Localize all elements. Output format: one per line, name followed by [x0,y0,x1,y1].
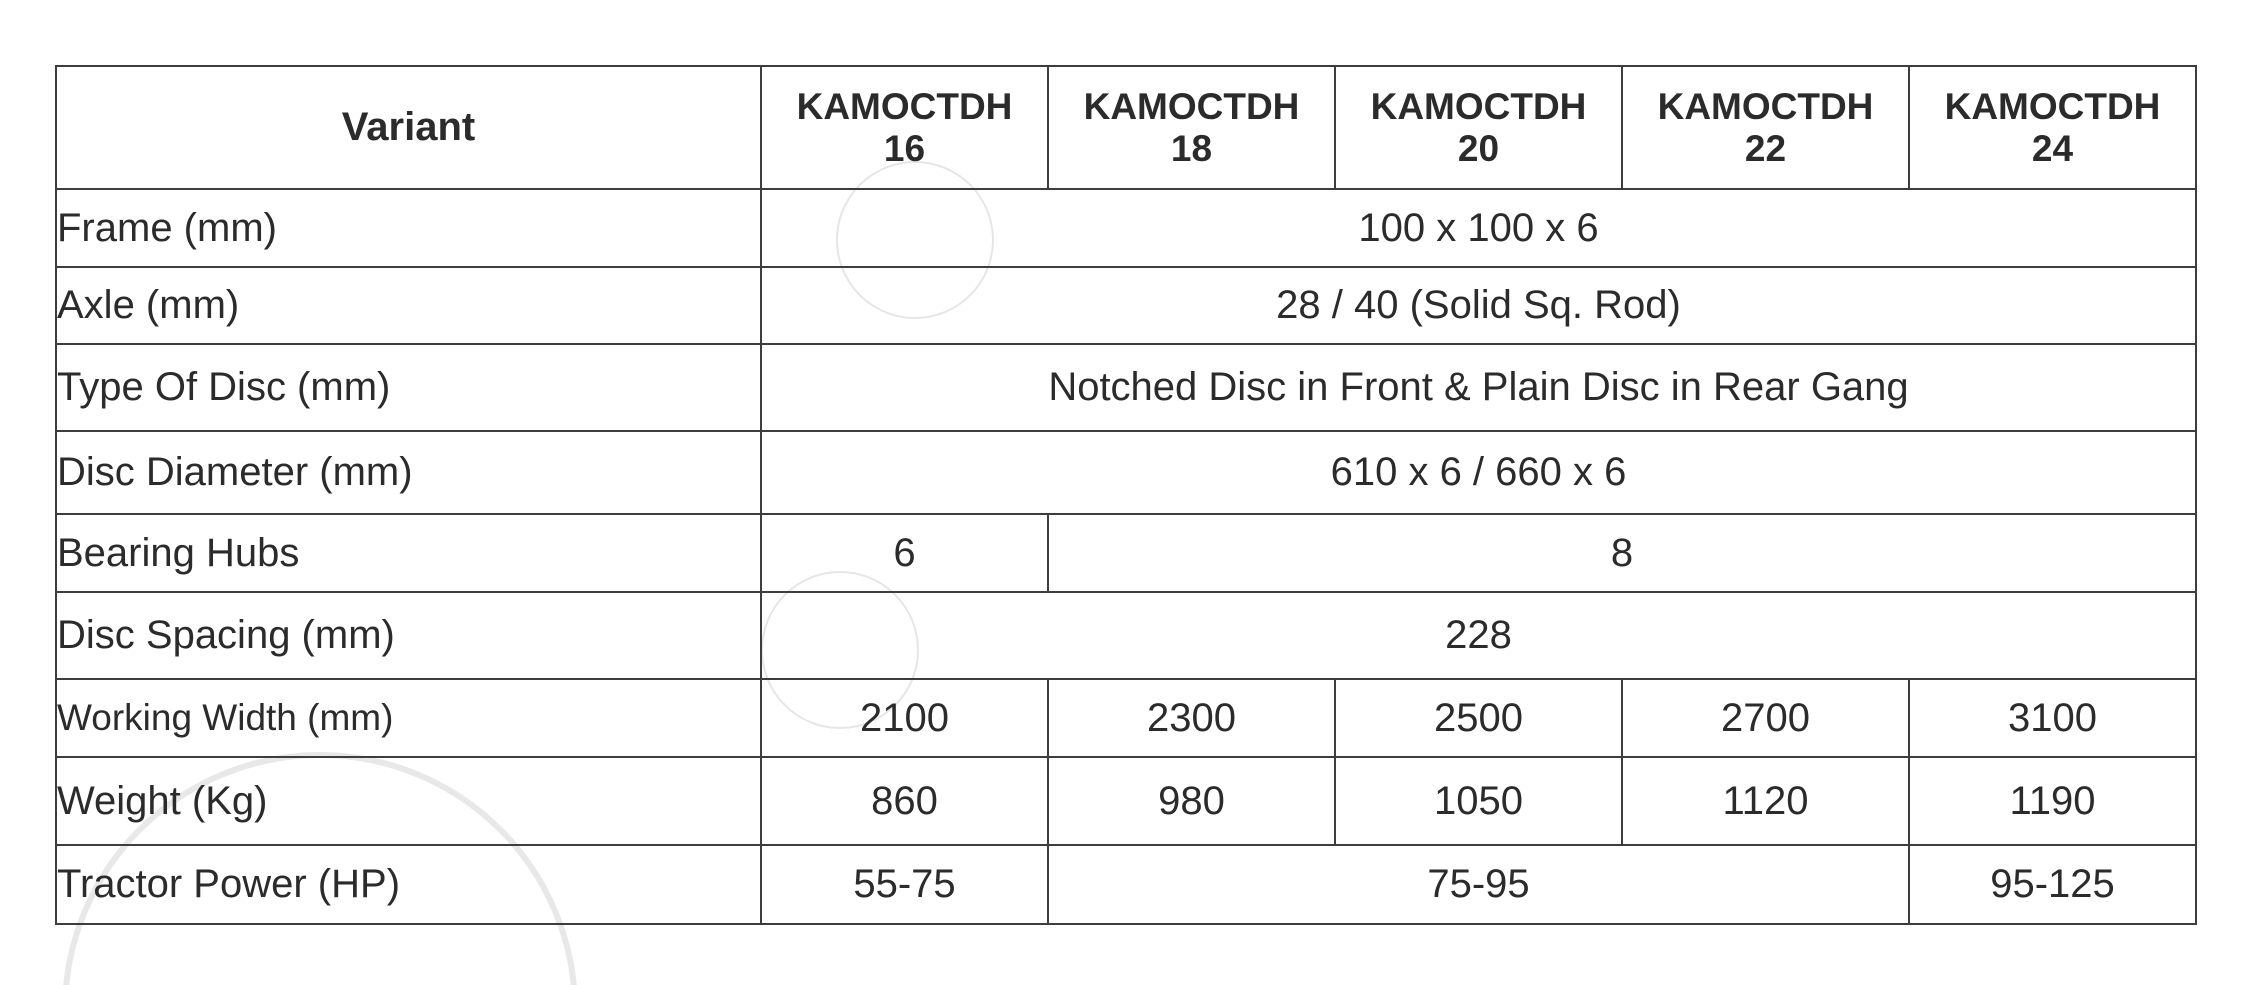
table-row-bearing-hubs [56,514,2196,592]
model-size: 16 [883,127,926,169]
model-size: 18 [1170,127,1213,169]
table-cell: 1190 [1909,757,2196,845]
table-cell: 2300 [1048,679,1335,757]
frame-value: 100 x 100 x 6 [761,189,2196,267]
table-cell: 1120 [1622,757,1909,845]
model-header-20 [1335,66,1622,189]
header-row [56,66,2196,189]
table-row-disc-spacing [56,592,2196,679]
tractor-power-18-22-value: 75-95 [1048,845,1909,924]
table-cell: 860 [761,757,1048,845]
table-row-disc-diameter [56,431,2196,514]
table-row-frame [56,189,2196,267]
variant-header: Variant [56,66,761,189]
table-cell: 2500 [1335,679,1622,757]
model-size: 22 [1744,127,1787,169]
model-name: KAMOCTDH [1657,85,1874,127]
row-label: Frame (mm) [56,189,761,267]
model-size: 24 [2031,127,2074,169]
row-label: Axle (mm) [56,267,761,344]
axle-value: 28 / 40 (Solid Sq. Rod) [761,267,2196,344]
table-row-disc-type [56,344,2196,431]
tractor-power-16-value: 55-75 [761,845,1048,924]
row-label: Weight (Kg) [56,757,761,845]
model-name: KAMOCTDH [1370,85,1587,127]
table-cell: 1050 [1335,757,1622,845]
row-label: Disc Spacing (mm) [56,592,761,679]
table-row-axle [56,267,2196,344]
row-label: Bearing Hubs [56,514,761,592]
model-header-18 [1048,66,1335,189]
model-name: KAMOCTDH [1944,85,2161,127]
row-label: Tractor Power (HP) [56,845,761,924]
table-row-working-width [56,679,2196,757]
row-label: Type Of Disc (mm) [56,344,761,431]
row-label: Disc Diameter (mm) [56,431,761,514]
table-cell: 980 [1048,757,1335,845]
specification-table [55,65,2197,925]
model-name: KAMOCTDH [1083,85,1300,127]
table-cell: 3100 [1909,679,2196,757]
table-row-weight [56,757,2196,845]
table-cell: 2700 [1622,679,1909,757]
model-name: KAMOCTDH [796,85,1013,127]
model-size: 20 [1457,127,1500,169]
bearing-hubs-16-value: 6 [761,514,1048,592]
table-cell: 2100 [761,679,1048,757]
table-row-tractor-power [56,845,2196,924]
disc-type-value: Notched Disc in Front & Plain Disc in Rear Gang [761,344,2196,431]
row-label: Working Width (mm) [56,679,761,757]
tractor-power-24-value: 95-125 [1909,845,2196,924]
disc-spacing-value: 228 [761,592,2196,679]
bearing-hubs-18-24-value: 8 [1048,514,2196,592]
disc-diameter-value: 610 x 6 / 660 x 6 [761,431,2196,514]
model-header-16 [761,66,1048,189]
model-header-22 [1622,66,1909,189]
model-header-24 [1909,66,2196,189]
